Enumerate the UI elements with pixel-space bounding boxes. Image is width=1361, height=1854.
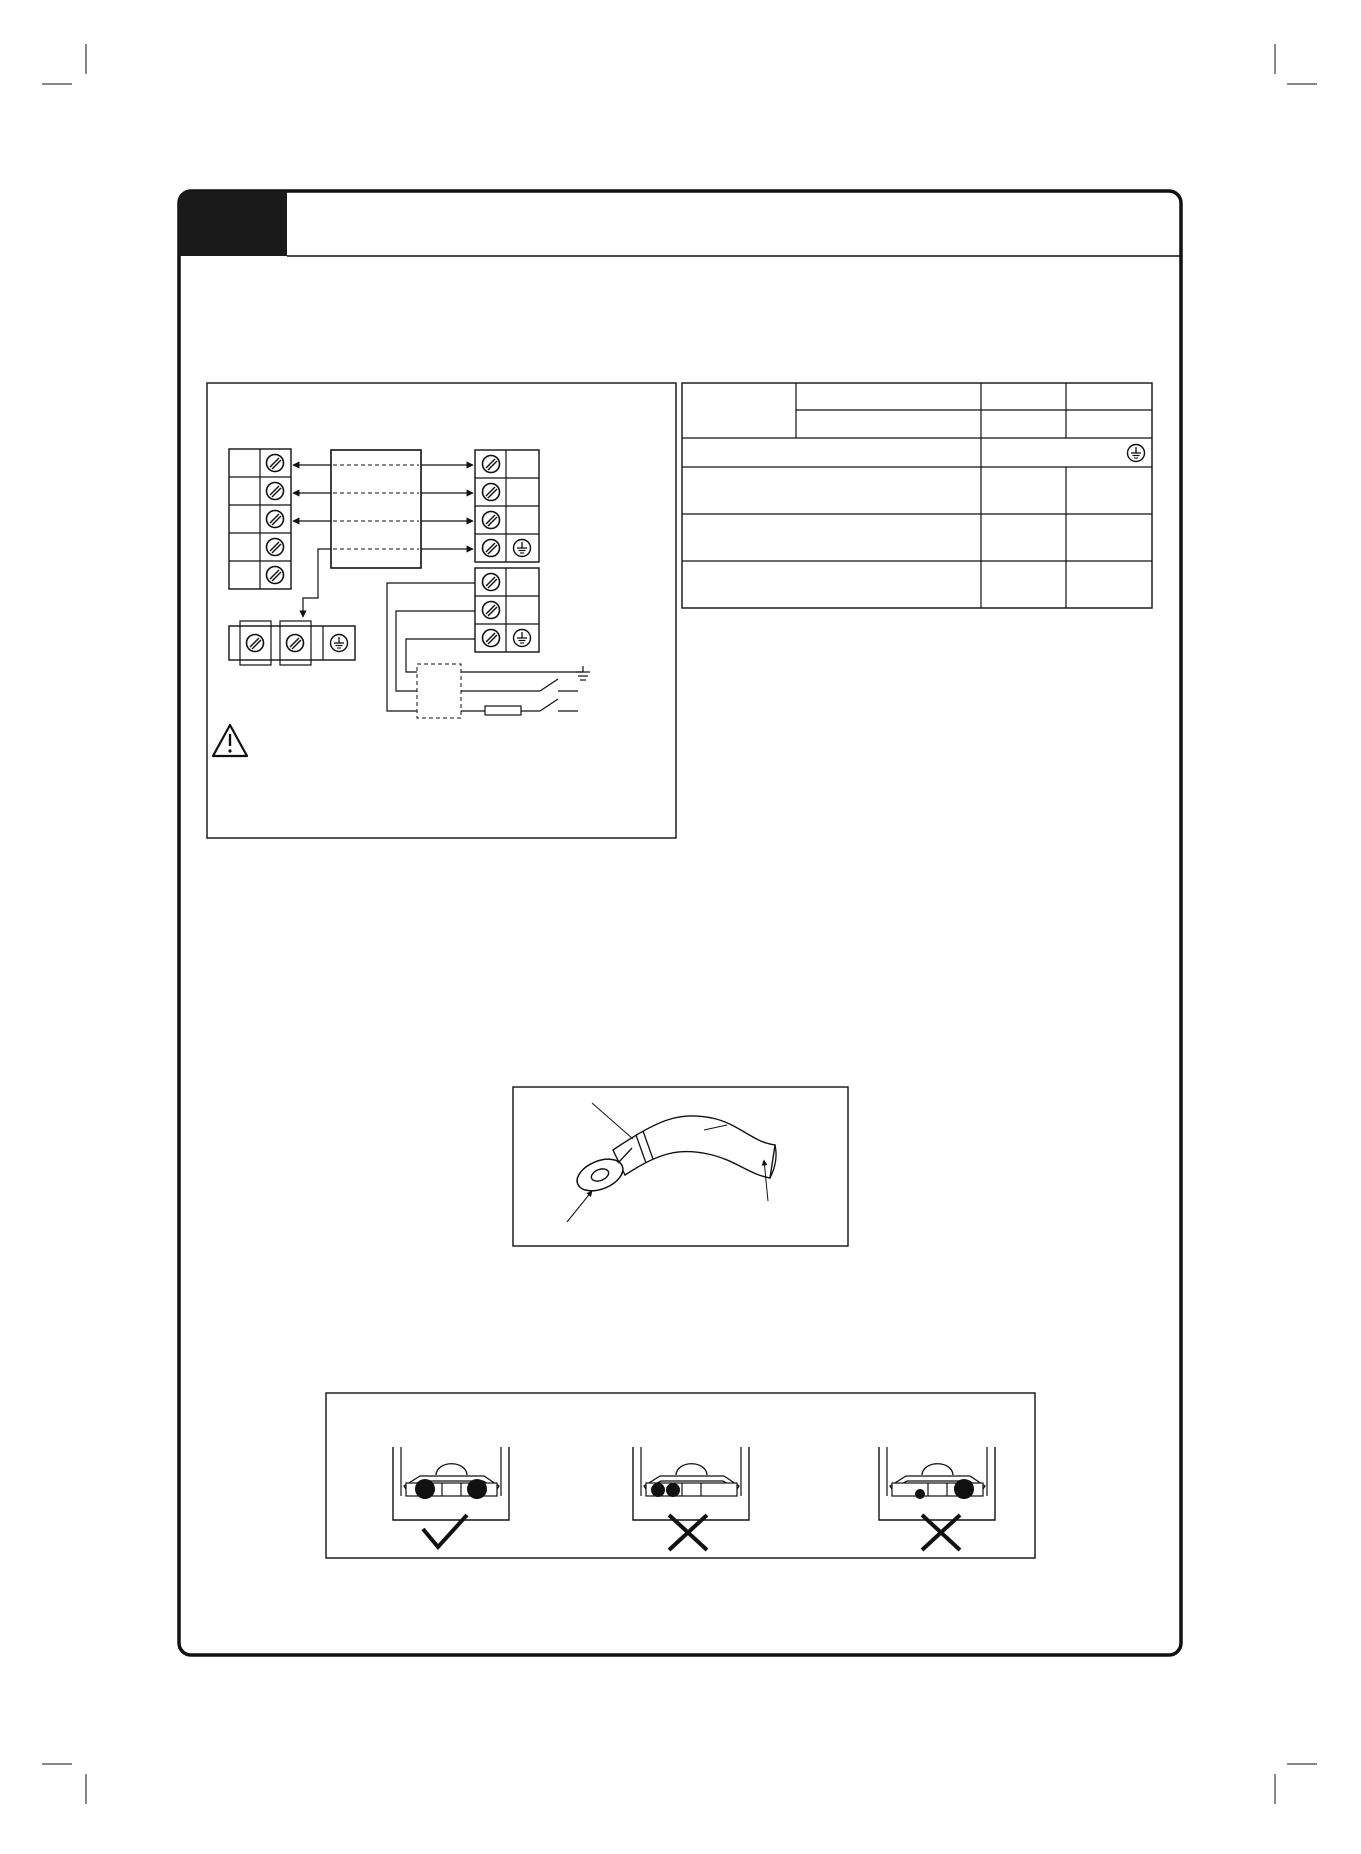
ring-terminal-figure: [513, 1087, 848, 1246]
warning-triangle-icon: [213, 725, 247, 756]
terminal-example-correct: [393, 1447, 509, 1520]
terminal-example-incorrect-1: [633, 1447, 749, 1520]
wiring-diagram: [207, 383, 676, 838]
terminal-block-left: [229, 449, 291, 589]
terminal-example-incorrect-2: [879, 1447, 995, 1520]
terminal-block-right-upper: [475, 450, 539, 562]
cable-box: [331, 450, 421, 568]
section-tab: [179, 191, 287, 256]
terminal-strip-bottom: [229, 621, 355, 665]
ground-symbol-icon: [1128, 445, 1145, 462]
connection-examples: [326, 1393, 1035, 1558]
spec-table: [682, 383, 1152, 608]
terminal-block-right-lower: [475, 568, 539, 652]
